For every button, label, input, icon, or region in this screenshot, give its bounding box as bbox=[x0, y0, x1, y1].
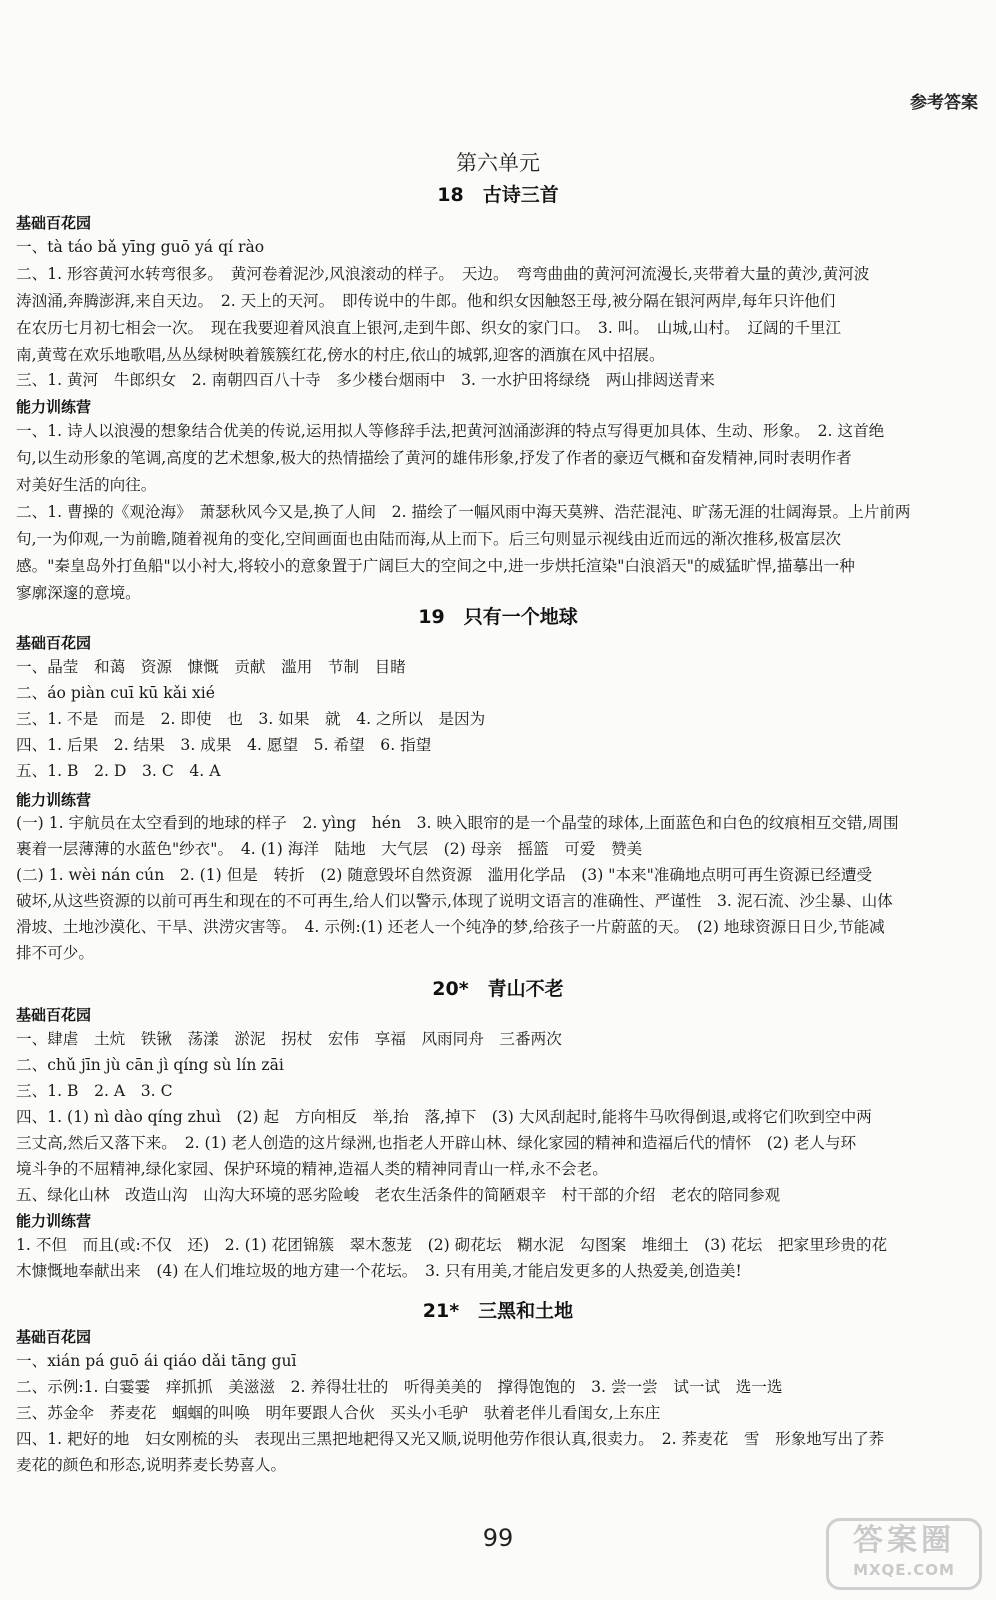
answer-line: 二、示例:1. 白霎霎 痒抓抓 美滋滋 2. 养得壮壮的 听得美美的 撑得饱饱的 3. 尝一尝 试一试 选一选 bbox=[16, 1378, 783, 1396]
subsection-basic: 基础百花园 bbox=[16, 634, 92, 652]
watermark-logo bbox=[826, 1518, 982, 1590]
answer-line: 五、1. B 2. D 3. C 4. A bbox=[16, 762, 221, 780]
answer-line: 在农历七月初七相会一次。 现在我要迎着风浪直上银河,走到牛郎、织女的家门口。 3. 叫。 山城,山村。 辽阔的千里江 bbox=[16, 319, 842, 337]
answer-line: 句,以生动形象的笔调,高度的艺术想象,极大的热情描绘了黄河的雄伟形象,抒发了作者的豪迈气概和奋发精神,同时表明作者 bbox=[16, 449, 852, 467]
answer-line: 四、1. 后果 2. 结果 3. 成果 4. 愿望 5. 希望 6. 指望 bbox=[16, 736, 432, 754]
answer-line: 南,黄莺在欢乐地歌唱,丛丛绿树映着簇簇红花,傍水的村庄,依山的城郭,迎客的酒旗在风中招展。 bbox=[16, 346, 665, 364]
answer-line: 四、1. 耙好的地 妇女刚梳的头 表现出三黑把地耙得又光又顺,说明他劳作很认真,很卖力。 2. 荞麦花 雪 形象地写出了荞 bbox=[16, 1430, 885, 1448]
answer-line: 裹着一层薄薄的水蓝色"纱衣"。 4. (1) 海洋 陆地 大气层 (2) 母亲 摇篮 可爱 赞美 bbox=[16, 840, 643, 858]
answer-line: 破坏,从这些资源的以前可再生和现在的不可再生,给人们以警示,体现了说明文语言的准确性、严谨性 3. 泥石流、沙尘暴、山体 bbox=[16, 892, 893, 910]
answer-line: (二) 1. wèi nán cún 2. (1) 但是 转折 (2) 随意毁坏自然资源 滥用化学品 (3) "本来"准确地点明可再生资源已经遭受 bbox=[16, 866, 873, 884]
answer-line: 二、chǔ jīn jù cān jì qíng sù lín zāi bbox=[16, 1056, 284, 1074]
subsection-basic: 基础百花园 bbox=[16, 214, 92, 232]
answer-line: 三、1. 不是 而是 2. 即使 也 3. 如果 就 4. 之所以 是因为 bbox=[16, 710, 486, 728]
subsection-ability: 能力训练营 bbox=[16, 1212, 92, 1230]
unit-title: 第六单元 bbox=[456, 151, 540, 175]
watermark-text: 答案圈 bbox=[853, 1523, 955, 1558]
lesson-title-19: 19 只有一个地球 bbox=[418, 606, 578, 628]
answer-line: 境斗争的不屈精神,绿化家园、保护环境的精神,造福人类的精神同青山一样,永不会老。 bbox=[16, 1160, 608, 1178]
answer-line: 一、1. 诗人以浪漫的想象结合优美的传说,运用拟人等修辞手法,把黄河汹涌澎湃的特点写得更加具体、生动、形象。 2. 这首绝 bbox=[16, 422, 885, 440]
answer-line: 一、tà táo bǎ yīng guō yá qí rào bbox=[16, 238, 265, 256]
answer-line: 三、1. 黄河 牛郎织女 2. 南朝四百八十寺 多少楼台烟雨中 3. 一水护田将绿绕 两山排闼送青来 bbox=[16, 371, 715, 389]
watermark-subtext: MXQE.COM bbox=[853, 1561, 955, 1579]
answer-line: 涛汹涌,奔腾澎湃,来自天边。 2. 天上的天河。 即传说中的牛郎。他和织女因触怒王母,被分隔在银河两岸,每年只许他们 bbox=[16, 292, 836, 310]
header-tag: 参考答案 bbox=[910, 93, 978, 113]
answer-line: 三丈高,然后又落下来。 2. (1) 老人创造的这片绿洲,也指老人开辟山林、绿化家园的精神和造福后代的情怀 (2) 老人与环 bbox=[16, 1134, 857, 1152]
answer-line: 一、肆虐 土炕 铁锹 荡漾 淤泥 拐杖 宏伟 享福 风雨同舟 三番两次 bbox=[16, 1030, 562, 1048]
answer-line: 四、1. (1) nì dào qíng zhuì (2) 起 方向相反 举,抬 落,掉下 (3) 大风刮起时,能将牛马吹得倒退,或将它们吹到空中两 bbox=[16, 1108, 872, 1126]
answer-line: 句,一为仰观,一为前瞻,随着视角的变化,空间画面也由陆而海,从上而下。后三句则显示视线由近而远的渐次推移,极富层次 bbox=[16, 530, 842, 548]
subsection-ability: 能力训练营 bbox=[16, 398, 92, 416]
subsection-ability: 能力训练营 bbox=[16, 791, 92, 809]
answer-line: 二、áo piàn cuī kū kǎi xié bbox=[16, 684, 215, 702]
lesson-title-20: 20* 青山不老 bbox=[432, 978, 564, 1000]
subsection-basic: 基础百花园 bbox=[16, 1006, 92, 1024]
subsection-basic: 基础百花园 bbox=[16, 1328, 92, 1346]
answer-line: 三、苏金伞 荞麦花 蝈蝈的叫唤 明年要跟人合伙 买头小毛驴 驮着老伴儿看闺女,上东庄 bbox=[16, 1404, 661, 1422]
answer-line: 一、晶莹 和蔼 资源 慷慨 贡献 滥用 节制 目睹 bbox=[16, 658, 406, 676]
answer-line: 排不可少。 bbox=[16, 944, 94, 962]
answer-line: 对美好生活的向往。 bbox=[16, 476, 157, 494]
answer-line: 麦花的颜色和形态,说明荞麦长势喜人。 bbox=[16, 1456, 287, 1474]
answer-line: 三、1. B 2. A 3. C bbox=[16, 1082, 173, 1100]
answer-line: 滑坡、土地沙漠化、干旱、洪涝灾害等。 4. 示例:(1) 还老人一个纯净的梦,给孩子一片蔚蓝的天。 (2) 地球资源日日少,节能减 bbox=[16, 918, 885, 936]
answer-line: 1. 不但 而且(或:不仅 还) 2. (1) 花团锦簇 翠木葱茏 (2) 砌花坛 糊水泥 勾图案 堆细土 (3) 花坛 把家里珍贵的花 bbox=[16, 1236, 888, 1254]
answer-line: (一) 1. 宇航员在太空看到的地球的样子 2. yìng hén 3. 映入眼帘的是一个晶莹的球体,上面蓝色和白色的纹痕相互交错,周围 bbox=[16, 814, 899, 832]
answer-line: 木慷慨地奉献出来 (4) 在人们堆垃圾的地方建一个花坛。 3. 只有用美,才能启发更多的人热爱美,创造美! bbox=[16, 1262, 742, 1280]
answer-line: 感。"秦皇岛外打鱼船"以小衬大,将较小的意象置于广阔巨大的空间之中,进一步烘托渲染"白浪滔天"的威猛旷悍,描摹出一种 bbox=[16, 557, 855, 575]
answer-line: 一、xián pá guō ái qiáo dǎi tāng guī bbox=[16, 1352, 297, 1370]
answer-line: 二、1. 形容黄河水转弯很多。 黄河卷着泥沙,风浪滚动的样子。 天边。 弯弯曲曲的黄河河流漫长,夹带着大量的黄沙,黄河波 bbox=[16, 265, 870, 283]
answer-line: 五、绿化山林 改造山沟 山沟大环境的恶劣险峻 老农生活条件的简陋艰辛 村干部的介绍 老农的陪同参观 bbox=[16, 1186, 781, 1204]
answer-line: 寥廓深邃的意境。 bbox=[16, 584, 141, 602]
lesson-title-21: 21* 三黑和土地 bbox=[422, 1300, 574, 1322]
page-number: 99 bbox=[482, 1524, 514, 1552]
answer-line: 二、1. 曹操的《观沧海》 萧瑟秋风今又是,换了人间 2. 描绘了一幅风雨中海天莫辨、浩茫混沌、旷荡无涯的壮阔海景。上片前两 bbox=[16, 503, 911, 521]
lesson-title-18: 18 古诗三首 bbox=[437, 184, 559, 206]
